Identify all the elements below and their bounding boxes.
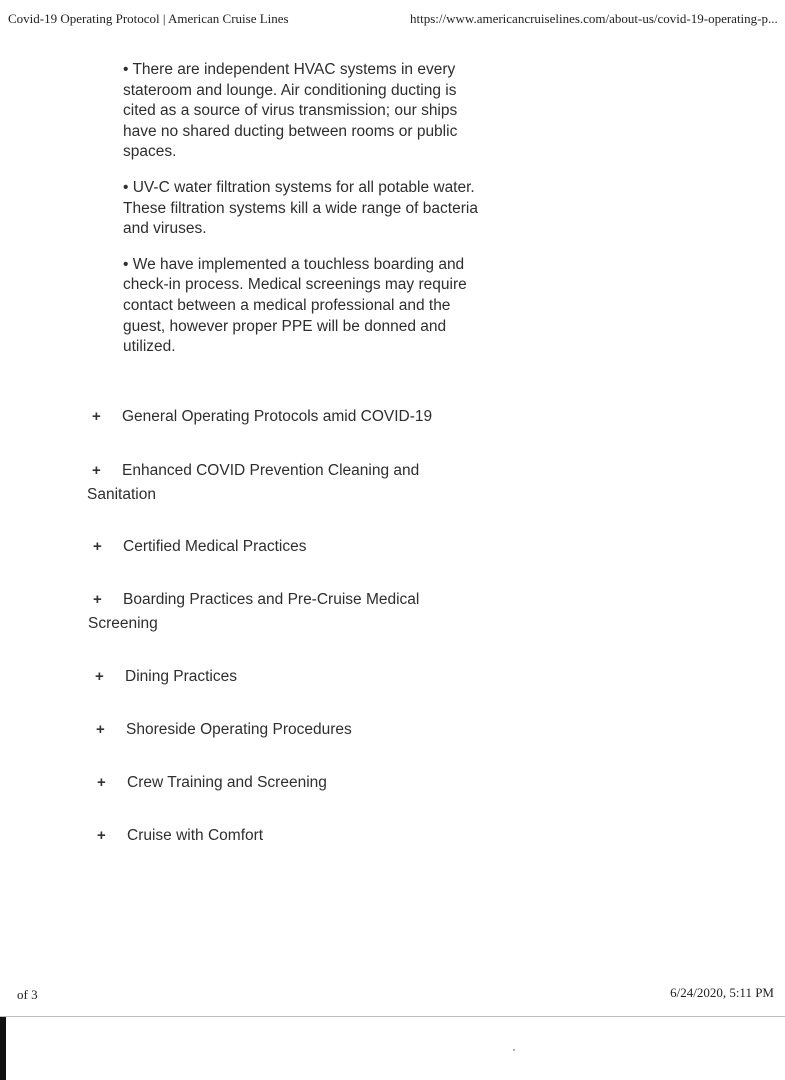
accordion-item-label: Certified Medical Practices [123,538,307,555]
accordion-item-medical-practices[interactable] [93,535,453,559]
accordion-item-crew-training[interactable] [97,771,457,795]
accordion-item-label: Crew Training and Screening [127,774,327,791]
accordion-item-label: General Operating Protocols amid COVID-19 [122,408,433,425]
page-divider [0,1016,785,1017]
plus-icon: + [92,462,101,479]
accordion-item-general-protocols[interactable] [92,405,452,429]
accordion-item-cruise-comfort[interactable] [97,824,457,848]
accordion-item-label: Cruise with Comfort [127,827,264,844]
accordion-item-label: Boarding Practices and Pre-Cruise Medical Screening [88,591,420,632]
print-header-title: Covid-19 Operating Protocol | American Cruise Lines [8,11,289,26]
accordion-item-label: Dining Practices [125,668,237,685]
bullet-touchless-boarding: • We have implemented a touchless boarding and check-in process. Medical screenings may require contact between a medical professional and the guest, however proper PPE will be donned and utilized. [123,255,467,356]
bullet-uvc-filtration: • UV-C water filtration systems for all potable water. These filtration systems kill a wide range of bacteria and viruses. [123,178,478,238]
plus-icon: + [97,774,106,791]
print-header-url[interactable]: https://www.americancruiselines.com/about-us/covid-19-operating-p... [410,11,778,26]
accordion-item-cleaning-sanitation[interactable] [87,459,447,507]
plus-icon: + [93,538,102,555]
print-footer-page-number: of 3 [17,987,38,1002]
accordion-item-shoreside[interactable] [96,718,456,742]
accordion-item-boarding-screening[interactable] [88,588,448,636]
accordion-item-label: Shoreside Operating Procedures [126,721,352,738]
bullet-hvac: • There are independent HVAC systems in every stateroom and lounge. Air conditioning ducting is cited as a source of virus transmission; our ships have no shared ducting between rooms or public spaces. [123,61,458,161]
safety-bullet-list [123,60,483,373]
scan-speck [513,1049,515,1051]
plus-icon: + [95,668,104,685]
plus-icon: + [97,827,106,844]
print-footer-datetime: 6/24/2020, 5:11 PM [670,985,774,1000]
scan-edge-artifact [0,1017,6,1080]
plus-icon: + [92,408,101,425]
accordion-item-label: Enhanced COVID Prevention Cleaning and Sanitation [87,462,420,503]
plus-icon: + [96,721,105,738]
accordion-item-dining[interactable] [95,665,455,689]
plus-icon: + [93,591,102,608]
